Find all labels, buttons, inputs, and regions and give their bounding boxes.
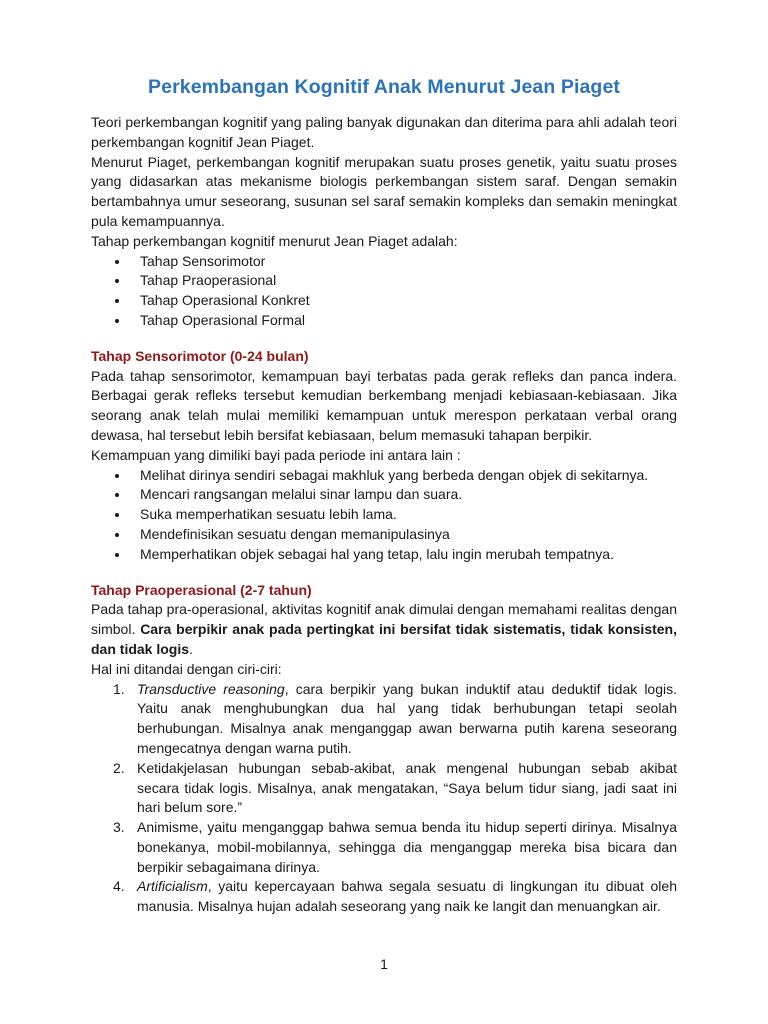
intro-paragraph-1: Teori perkembangan kognitif yang paling banyak digunakan dan diterima para ahli adalah teori perkembangan kognitif Jean Piaget.	[91, 114, 677, 150]
stages-list	[91, 252, 677, 331]
abilities-list	[91, 466, 677, 565]
bullet-icon	[115, 319, 119, 323]
section-heading-sensorimotor: Tahap Sensorimotor (0-24 bulan)	[91, 347, 309, 364]
list-item: 2. Ketidakjelasan hubungan sebab-akibat, anak mengenal hubungan sebab akibat secara tidak logis. Misalnya, anak mengatakan, “Saya belum tidur siang, jadi saat ini hari belum sore.”	[113, 759, 677, 816]
intro-paragraph-3: Tahap perkembangan kognitif menurut Jean Piaget adalah:	[91, 232, 458, 249]
characteristics-list	[91, 680, 677, 918]
page-title: Perkembangan Kognitif Anak Menurut Jean Piaget	[148, 76, 620, 98]
bullet-icon	[115, 533, 119, 537]
list-item: Mencari rangsangan melalui sinar lampu dan suara.	[91, 485, 677, 505]
list-item: Tahap Operasional Formal	[91, 311, 677, 331]
list-item: Melihat dirinya sendiri sebagai makhluk yang berbeda dengan objek di sekitarnya.	[91, 466, 677, 486]
list-item: 4. Artificialism, yaitu kepercayaan bahwa segala sesuatu di lingkungan itu dibuat oleh manusia. Misalnya hujan adalah seseorang yang naik ke langit dan menuangkan air.	[113, 878, 677, 915]
list-item: 3. Animisme, yaitu menganggap bahwa semua benda itu hidup seperti dirinya. Misalnya bonekanya, mobil-mobilannya, sehingga dia menganggap mereka bisa bicara dan berpikir sebagaimana dirinya.	[113, 819, 677, 875]
praoperasional-paragraph-2: Hal ini ditandai dengan ciri-ciri:	[91, 660, 282, 677]
list-item: Suka memperhatikan sesuatu lebih lama.	[91, 505, 677, 525]
list-item: Memperhatikan objek sebagai hal yang tetap, lalu ingin merubah tempatnya.	[91, 545, 677, 565]
bullet-icon	[115, 493, 119, 497]
intro-paragraph-2: Menurut Piaget, perkembangan kognitif merupakan suatu proses genetik, yaitu suatu proses yang didasarkan atas mekanisme biologis perkembangan sistem saraf. Dengan semakin bertambahnya umur seseorang, susunan sel saraf semakin kompleks dan semakin meningkat pula kemampuannya.	[91, 153, 677, 229]
bullet-icon	[115, 513, 119, 517]
list-item: Tahap Praoperasional	[91, 271, 677, 291]
section-heading-praoperasional: Tahap Praoperasional (2-7 tahun)	[91, 581, 312, 598]
bullet-icon	[115, 260, 119, 264]
list-item: 1. Transductive reasoning, cara berpikir yang bukan induktif atau deduktif tidak logis. Yaitu anak menghubungkan dua hal yang tidak berhubungan tetapi seolah berhubungan. Misalnya anak menganggap awan berwarna putih karena seseorang mengecatnya dengan warna putih.	[113, 680, 678, 756]
sensorimotor-paragraph-1: Pada tahap sensorimotor, kemampuan bayi terbatas pada gerak refleks dan panca indera. Berbagai gerak refleks tersebut kemudian berkembang menjadi kebiasaan-kebiasaan. Jika seorang anak telah mulai memiliki kemampuan untuk merespon perkataan verbal orang dewasa, hal tersebut lebih bersifat kebiasaan, belum memasuki tahapan berpikir.	[91, 367, 677, 443]
bullet-icon	[115, 474, 119, 478]
bullet-icon	[115, 279, 119, 283]
bullet-icon	[115, 553, 119, 557]
list-item: Tahap Sensorimotor	[91, 252, 677, 272]
bullet-icon	[115, 299, 119, 303]
praoperasional-paragraph-1: Pada tahap pra-operasional, aktivitas kognitif anak dimulai dengan memahami realitas dengan simbol. Cara berpikir anak pada pertingkat ini bersifat tidak sistematis, tidak konsisten, dan tidak logis.	[91, 601, 678, 657]
list-item: Tahap Operasional Konkret	[91, 291, 677, 311]
page-number: 1	[380, 956, 388, 972]
list-item: Mendefinisikan sesuatu dengan memanipulasinya	[91, 525, 677, 545]
sensorimotor-paragraph-2: Kemampuan yang dimiliki bayi pada periode ini antara lain :	[91, 446, 461, 463]
